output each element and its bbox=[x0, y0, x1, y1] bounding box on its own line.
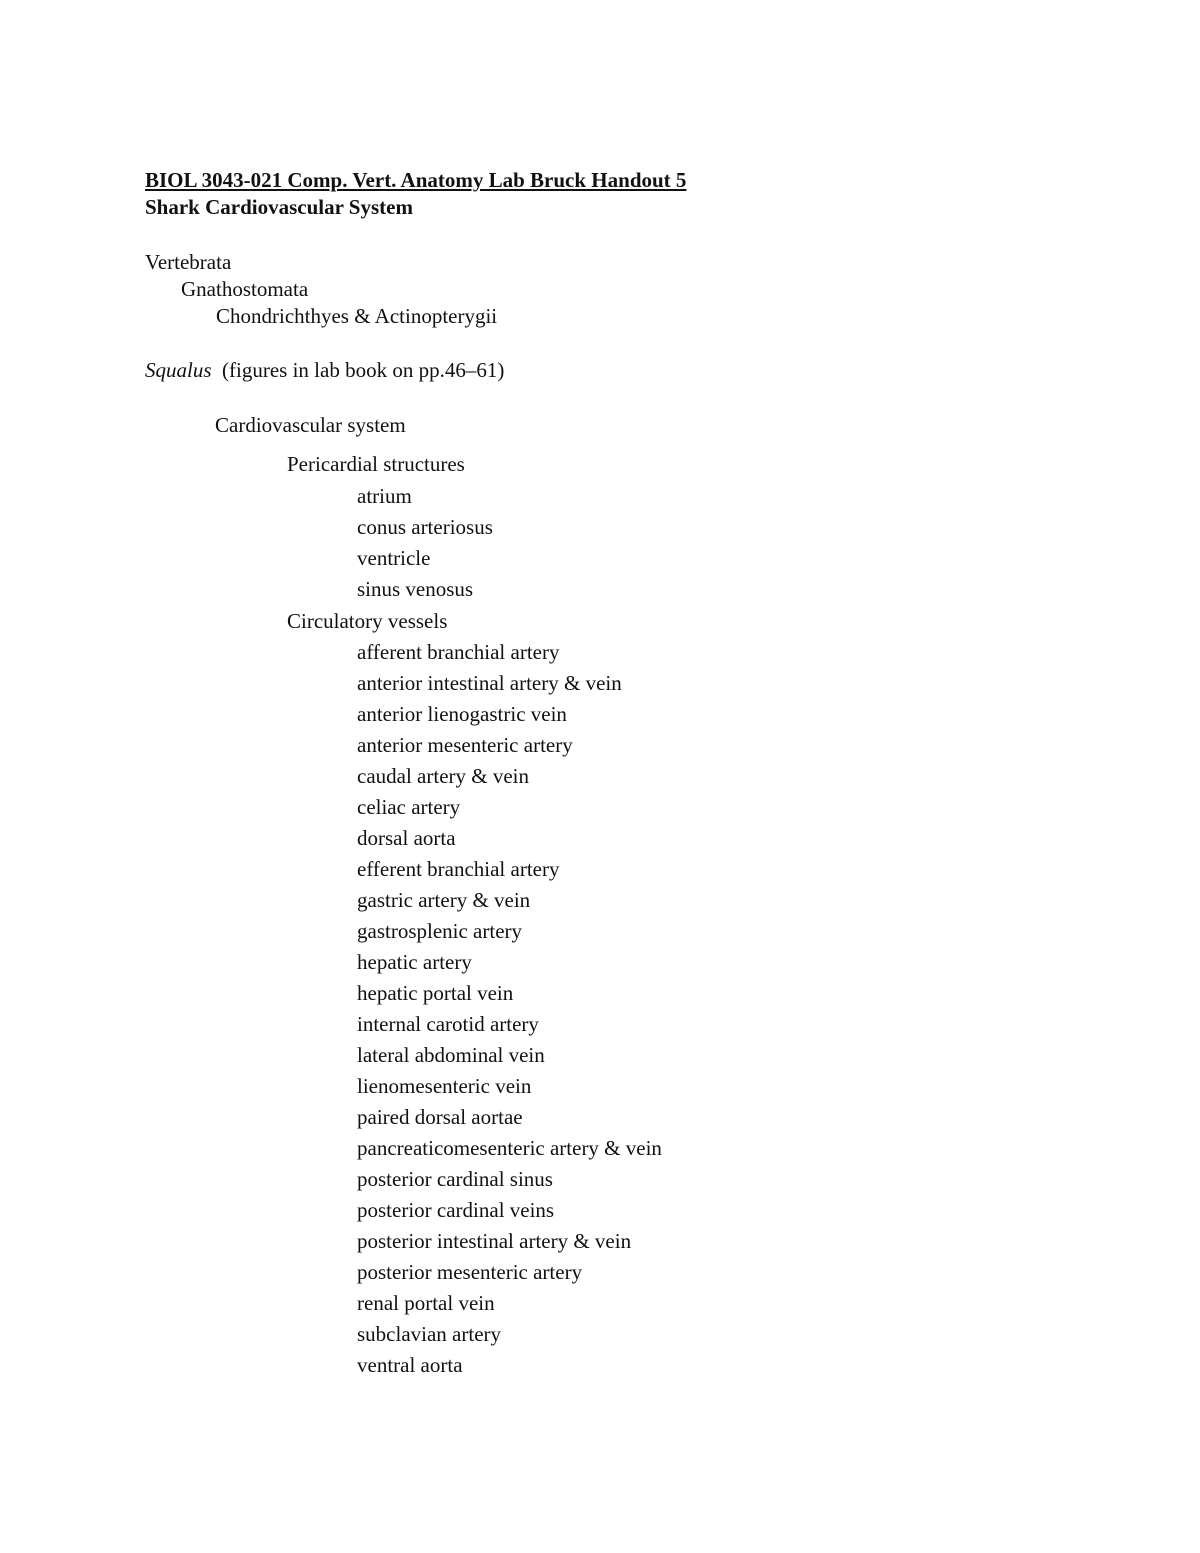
course-heading: BIOL 3043-021 Comp. Vert. Anatomy Lab Bruck Handout 5 bbox=[145, 168, 687, 192]
system-heading: Cardiovascular system bbox=[215, 413, 406, 437]
list-item: paired dorsal aortae bbox=[357, 1105, 523, 1129]
list-item: hepatic artery bbox=[357, 950, 472, 974]
list-item: celiac artery bbox=[357, 795, 461, 819]
taxon-gnathostomata: Gnathostomata bbox=[181, 277, 309, 301]
list-item: anterior mesenteric artery bbox=[357, 733, 573, 757]
list-item: posterior cardinal veins bbox=[357, 1198, 555, 1222]
list-item: pancreaticomesenteric artery & vein bbox=[357, 1136, 662, 1160]
organism-genus: Squalus bbox=[145, 358, 212, 382]
pericardial-structures-list bbox=[357, 483, 493, 607]
list-item: anterior lienogastric vein bbox=[357, 702, 567, 726]
organism-note: (figures in lab book on pp.46–61) bbox=[222, 358, 505, 382]
list-item: ventricle bbox=[357, 546, 431, 570]
list-item: anterior intestinal artery & vein bbox=[357, 671, 622, 695]
list-item: conus arteriosus bbox=[357, 515, 493, 539]
list-item: dorsal aorta bbox=[357, 826, 456, 850]
list-item: lateral abdominal vein bbox=[357, 1043, 545, 1067]
list-item: ventral aorta bbox=[357, 1353, 463, 1377]
list-item: efferent branchial artery bbox=[357, 857, 560, 881]
page-title: Shark Cardiovascular System bbox=[145, 195, 413, 219]
taxon-chondrichthyes-actinopterygii: Chondrichthyes & Actinopterygii bbox=[216, 304, 498, 328]
list-item: lienomesenteric vein bbox=[357, 1074, 532, 1098]
list-item: hepatic portal vein bbox=[357, 981, 514, 1005]
circulatory-vessels-list bbox=[357, 639, 662, 1383]
list-item: afferent branchial artery bbox=[357, 640, 560, 664]
list-item: posterior mesenteric artery bbox=[357, 1260, 583, 1284]
list-item: internal carotid artery bbox=[357, 1012, 539, 1036]
list-item: sinus venosus bbox=[357, 577, 474, 601]
taxon-vertebrata: Vertebrata bbox=[145, 250, 232, 274]
list-item: subclavian artery bbox=[357, 1322, 502, 1346]
section-heading-circulatory: Circulatory vessels bbox=[287, 609, 448, 633]
list-item: renal portal vein bbox=[357, 1291, 495, 1315]
organism-line bbox=[145, 357, 504, 383]
list-item: caudal artery & vein bbox=[357, 764, 529, 788]
list-item: gastric artery & vein bbox=[357, 888, 531, 912]
section-heading-pericardial: Pericardial structures bbox=[287, 452, 465, 476]
list-item: posterior cardinal sinus bbox=[357, 1167, 553, 1191]
list-item: atrium bbox=[357, 484, 412, 508]
list-item: gastrosplenic artery bbox=[357, 919, 523, 943]
list-item: posterior intestinal artery & vein bbox=[357, 1229, 632, 1253]
